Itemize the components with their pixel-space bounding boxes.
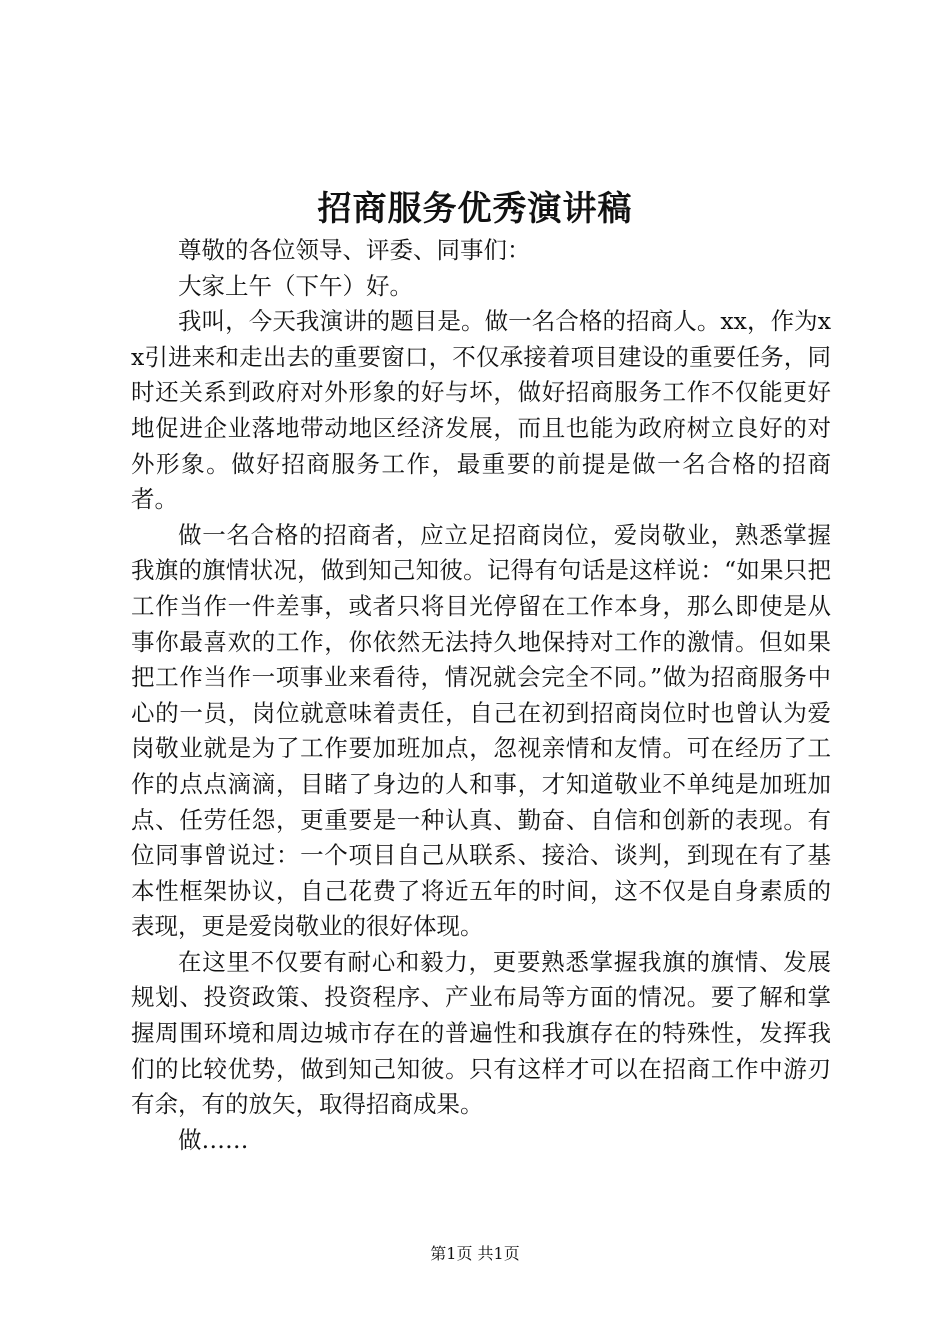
paragraph-knowledge: 在这里不仅要有耐心和毅力，更要熟悉掌握我旗的旗情、发展规划、投资政策、投资程序、产业布局等方面的情况。要了解和掌握周围环境和周边城市存在的普遍性和我旗存在的特殊性，发挥我们的比较优势，做到知己知彼。只有这样才可以在招商工作中游刃有余，有的放矢，取得招商成果。: [131, 947, 831, 1119]
document-body: [131, 233, 831, 1158]
paragraph-ellipsis: 做……: [178, 1125, 249, 1154]
paragraph-dedication: 做一名合格的招商者，应立足招商岗位，爱岗敬业，熟悉掌握我旗的旗情状况，做到知己知彼。记得有句话是这样说：“如果只把工作当作一件差事，或者只将目光停留在工作本身，那么即使是从事你最喜欢的工作，你依然无法持久地保持对工作的激情。但如果把工作当作一项事业来看待，情况就会完全不同。”做为招商服务中心的一员，岗位就意味着责任，自己在初到招商岗位时也曾认为爱岗敬业就是为了工作要加班加点，忽视亲情和友情。可在经历了工作的点点滴滴，目睹了身边的人和事，才知道敬业不单纯是加班加点、任劳任怨，更重要是一种认真、勤奋、自信和创新的表现。有位同事曾说过：一个项目自己从联系、接洽、谈判，到现在有了基本性框架协议，自己花费了将近五年的时间，这不仅是自身素质的表现，更是爱岗敬业的很好体现。: [131, 520, 831, 941]
paragraph-introduction: 我叫，今天我演讲的题目是。做一名合格的招商人。xx，作为xx引进来和走出去的重要窗口，不仅承接着项目建设的重要任务，同时还关系到政府对外形象的好与坏，做好招商服务工作不仅能更好地促进企业落地带动地区经济发展，而且也能为政府树立良好的对外形象。做好招商服务工作，最重要的前提是做一名合格的招商者。: [131, 307, 831, 514]
page-footer: 第1页 共1页: [430, 1244, 520, 1263]
paragraph-salutation: 尊敬的各位领导、评委、同事们：: [178, 236, 531, 264]
paragraph-greeting: 大家上午（下午）好。: [178, 271, 413, 300]
document-title: 招商服务优秀演讲稿: [317, 189, 633, 229]
